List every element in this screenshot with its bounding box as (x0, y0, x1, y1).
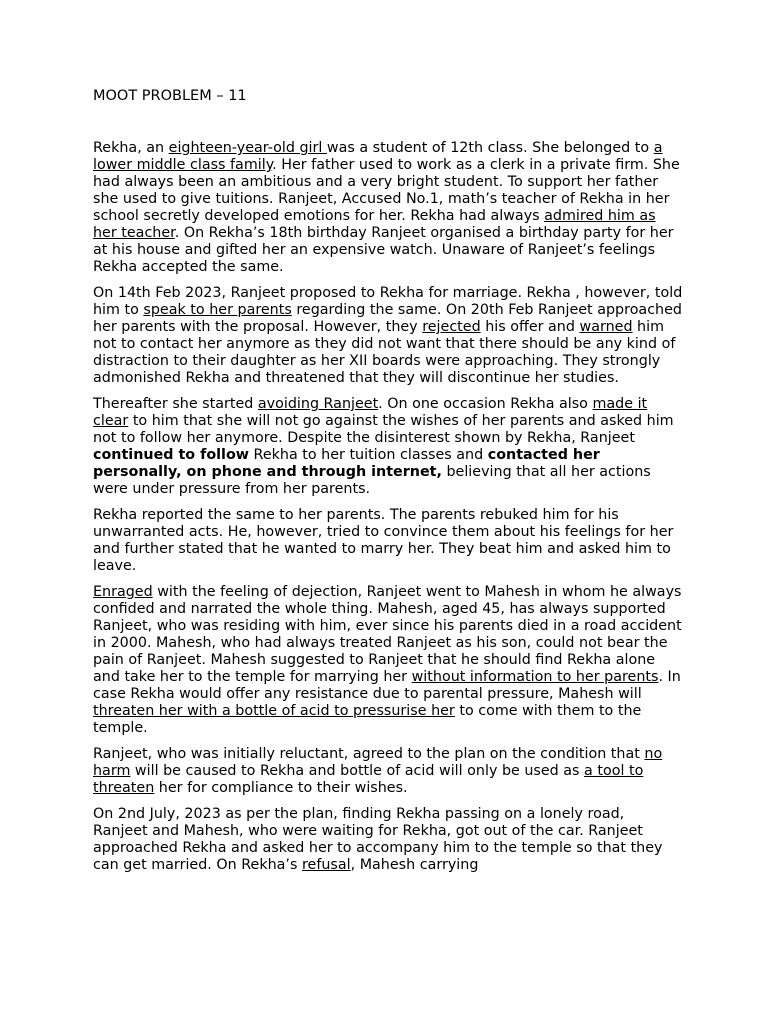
underlined-text: made it clear (93, 396, 648, 429)
text-run: to come with them to the temple. (93, 703, 642, 736)
text-run: her for compliance to their wishes. (154, 780, 408, 796)
bold-text: contacted her personally, on phone and through internet, (93, 447, 600, 480)
underlined-text: rejected (422, 319, 481, 335)
underlined-text: Enraged (93, 584, 153, 600)
text-run: . Her father used to work as a clerk in a private firm. She had always been an ambitious and a very bright student. To support her father she used to give tuitions. Ranjeet, Accused No.1, math’s teacher of Rekha in her school secretly developed emotions for her. Rekha had always (93, 157, 680, 224)
text-run: with the feeling of dejection, Ranjeet went to Mahesh in whom he always confided and narrated the whole thing. Mahesh, aged 45, has always supported Ranjeet, who was residing with him, ever since his parents died in a road accident in 2000. Mahesh, who had always treated Ranjeet as his son, could not bear the pain of Ranjeet. Mahesh suggested to Ranjeet that he should find Rekha alone and take her to the temple for marrying her (93, 584, 682, 685)
text-run: Rekha to her tuition classes and (248, 447, 488, 463)
document-body (93, 140, 683, 874)
text-run: was a student of 12th class. She belonged to (326, 140, 654, 156)
document-title: MOOT PROBLEM – 11 (93, 88, 247, 104)
underlined-text: eighteen-year-old girl (168, 140, 327, 156)
text-run: believing that all her actions were under pressure from her parents. (93, 464, 651, 497)
paragraph (93, 285, 683, 387)
paragraph (93, 396, 683, 498)
underlined-text: refusal (301, 857, 351, 873)
text-run: will be caused to Rekha and bottle of acid will only be used as (130, 763, 585, 779)
underlined-text: without information to her parents (411, 669, 659, 685)
text-run: , Mahesh carrying (350, 857, 479, 873)
underlined-text: warned (579, 319, 633, 335)
underlined-text: threaten her with a bottle of acid to pressurise her (93, 703, 455, 719)
text-run: . On one occasion Rekha also (378, 396, 593, 412)
underlined-text: no harm (93, 746, 663, 779)
text-run: to him that she will not go against the wishes of her parents and asked him not to follow her anymore. Despite the disinterest shown by Rekha, Ranjeet (93, 413, 674, 446)
text-run: his offer and (480, 319, 580, 335)
paragraph (93, 806, 683, 874)
text-run: . In case Rekha would offer any resistance due to parental pressure, Mahesh will (93, 669, 681, 702)
text-run: On 2nd July, 2023 as per the plan, finding Rekha passing on a lonely road, Ranjeet and Mahesh, who were waiting for Rekha, got out of the car. Ranjeet approached Rekha and asked her to accompany him to the temple so that they can get married. On Rekha’s (93, 806, 663, 873)
text-run: Rekha reported the same to her parents. The parents rebuked him for his unwarranted acts. He, however, tried to convince them about his feelings for her and further stated that he wanted to marry her. They beat him and asked him to leave. (93, 507, 674, 574)
text-run: . On Rekha’s 18th birthday Ranjeet organised a birthday party for her at his house and gifted her an expensive watch. Unaware of Ranjeet’s feelings Rekha accepted the same. (93, 225, 674, 275)
underlined-text: speak to her parents (143, 302, 292, 318)
bold-text: continued to follow (93, 447, 249, 463)
paragraph (93, 140, 683, 276)
underlined-text: a tool to threaten (93, 763, 644, 796)
underlined-text: admired him as her teacher (93, 208, 656, 241)
paragraph (93, 507, 683, 575)
text-run: On 14th Feb 2023, Ranjeet proposed to Rekha for marriage. Rekha , however, told him to (93, 285, 683, 318)
document-page (93, 86, 683, 883)
paragraph (93, 746, 683, 797)
text-run: him not to contact her anymore as they did not want that there should be any kind of distraction to their daughter as her XII boards were approaching. They strongly admonished Rekha and threatened that they will discontinue her studies. (93, 319, 676, 386)
text-run: Rekha, an (93, 140, 169, 156)
paragraph (93, 584, 683, 737)
text-run: Ranjeet, who was initially reluctant, agreed to the plan on the condition that (93, 746, 645, 762)
underlined-text: a lower middle class family (93, 140, 663, 173)
text-run: Thereafter she started (93, 396, 258, 412)
underlined-text: avoiding Ranjeet (257, 396, 379, 412)
text-run: regarding the same. On 20th Feb Ranjeet approached her parents with the proposal. However, they (93, 302, 682, 335)
